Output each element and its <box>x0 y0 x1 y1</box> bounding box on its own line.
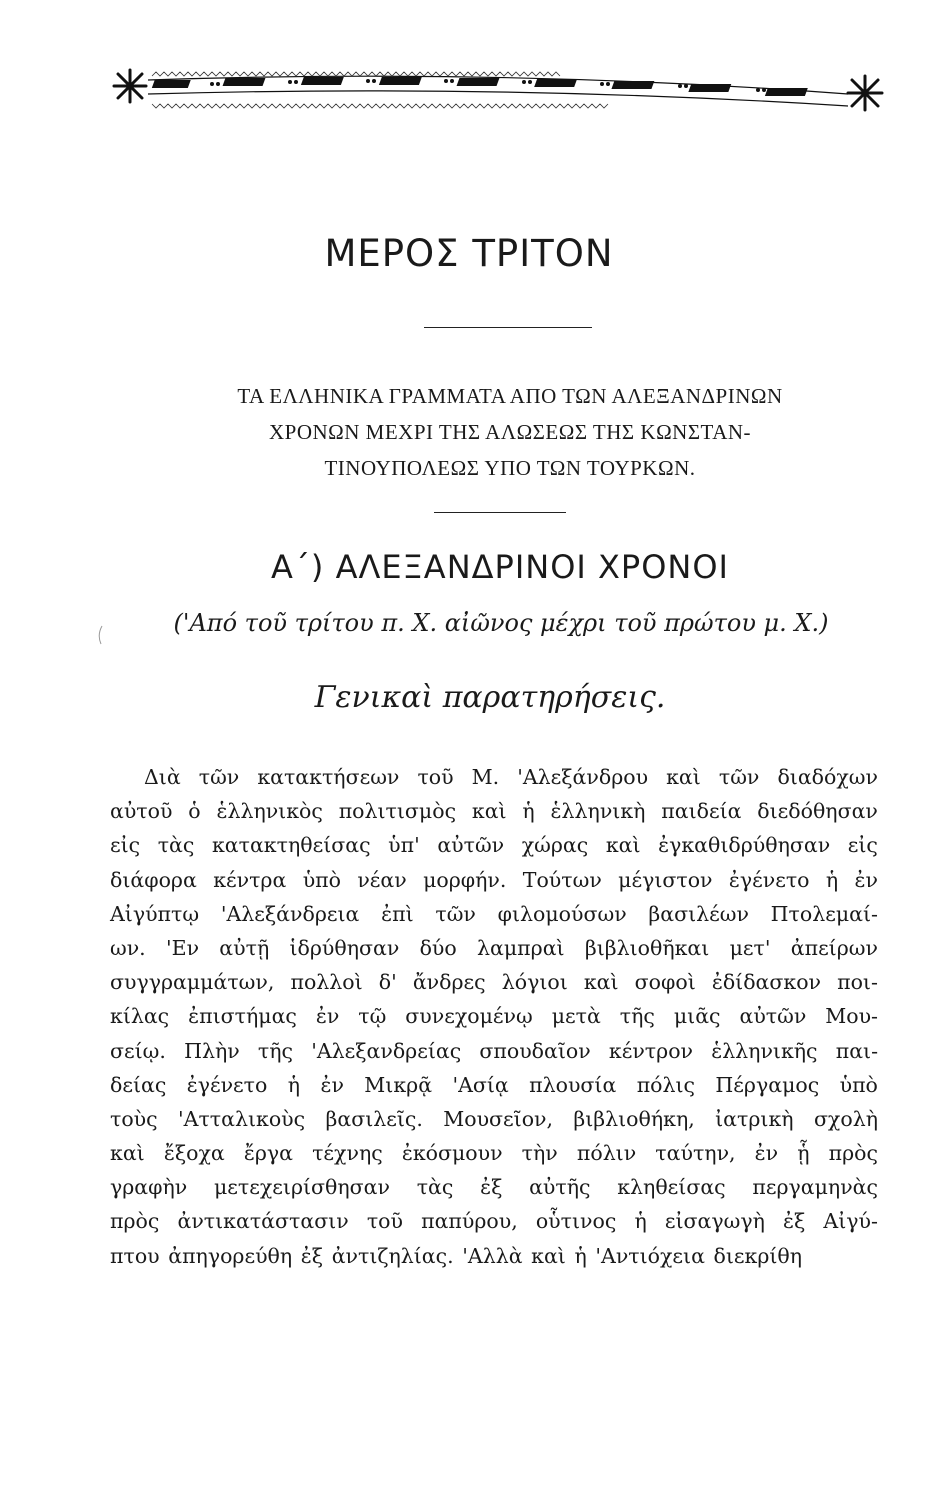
subtitle-line: ΧΡΟΝΩΝ ΜΕΧΡΙ ΤΗΣ ΑΛΩΣΕΩΣ ΤΗΣ ΚΩΝΣΤΑΝ- <box>268 420 752 444</box>
body-line: ων. 'Εν αὐτῇ ἱδρύθησαν δύο λαμπραὶ βιβλιοθῆκαι μετ' ἀπείρων <box>110 935 878 960</box>
ornamental-header-border <box>112 60 890 120</box>
part-subtitle <box>150 378 870 486</box>
body-line: πτου ἀπηγορεύθη ἐξ ἀντιζηλίας. 'Αλλὰ καὶ ἡ 'Αντιόχεια διεκρίθη <box>110 1243 803 1268</box>
general-heading: Γενικαὶ παρατηρήσεις. <box>314 680 666 715</box>
body-line: σείῳ. Πλὴν τῆς 'Αλεξανδρείας σπουδαῖον κέντρον ἑλληνικῆς παι- <box>110 1038 878 1063</box>
divider-rule <box>424 327 592 328</box>
period-subheading: ('Από τοῦ τρίτου π. Χ. αἰῶνος μέχρι τοῦ πρώτου μ. Χ.) <box>173 609 829 637</box>
section-title: Α΄) ΑΛΕΞΑΝΔΡΙΝΟΙ ΧΡΟΝΟΙ <box>271 548 729 586</box>
body-line: διάφορα κέντρα ὑπὸ νέαν μορφήν. Τούτων μέγιστον ἐγένετο ἡ ἐν <box>110 867 878 892</box>
body-line: Διὰ τῶν κατακτήσεων τοῦ Μ. 'Αλεξάνδρου καὶ τῶν διαδόχων <box>144 765 878 789</box>
body-line: καὶ ἔξοχα ἔργα τέχνης ἐκόσμουν τὴν πόλιν ταύτην, ἐν ᾗ πρὸς <box>110 1141 878 1166</box>
body-line: πρὸς ἀντικατάστασιν τοῦ παπύρου, οὗτινος ἡ εἰσαγωγὴ ἐξ Αἰγύ- <box>110 1209 878 1234</box>
margin-mark <box>96 625 104 645</box>
subtitle-line: ΤΙΝΟΥΠΟΛΕΩΣ ΥΠΟ ΤΩΝ ΤΟΥΡΚΩΝ. <box>324 456 696 480</box>
body-line: συγγραμμάτων, πολλοὶ δ' ἄνδρες λόγιοι καὶ σοφοὶ ἐδίδασκον ποι- <box>110 970 878 995</box>
body-line: αὐτοῦ ὁ ἑλληνικὸς πολιτισμὸς καὶ ἡ ἑλληνικὴ παιδεία διεδόθησαν <box>110 799 878 824</box>
body-line: τοὺς 'Ατταλικοὺς βασιλεῖς. Μουσεῖον, βιβλιοθήκη, ἰατρικὴ σχολὴ <box>110 1106 878 1131</box>
body-line: κίλας ἐπιστήμας ἐν τῷ συνεχομένῳ μετὰ τῆς μιᾶς αὐτῶν Μου- <box>110 1004 878 1029</box>
subtitle-line: ΤΑ ΕΛΛΗΝΙΚΑ ΓΡΑΜΜΑΤΑ ΑΠΟ ΤΩΝ ΑΛΕΞΑΝΔΡΙΝΩΝ <box>237 384 783 408</box>
body-line: δείας ἐγένετο ἡ ἐν Μικρᾷ 'Ασίᾳ πλουσία πόλις Πέργαμος ὑπὸ <box>110 1072 878 1097</box>
body-line: γραφὴν μετεχειρίσθησαν τὰς ἐξ αὐτῆς κληθείσας περγαμηνὰς <box>110 1175 878 1200</box>
part-title: ΜΕΡΟΣ ΤΡΙΤΟΝ <box>324 232 614 275</box>
body-line: εἰς τὰς κατακτηθείσας ὑπ' αὐτῶν χώρας καὶ ἐγκαθιδρύθησαν εἰς <box>110 833 878 858</box>
divider-rule <box>434 512 566 513</box>
body-paragraph <box>110 760 878 1273</box>
body-line: Αἰγύπτῳ 'Αλεξάνδρεια ἐπὶ τῶν φιλομούσων βασιλέων Πτολεμαί- <box>110 901 878 926</box>
